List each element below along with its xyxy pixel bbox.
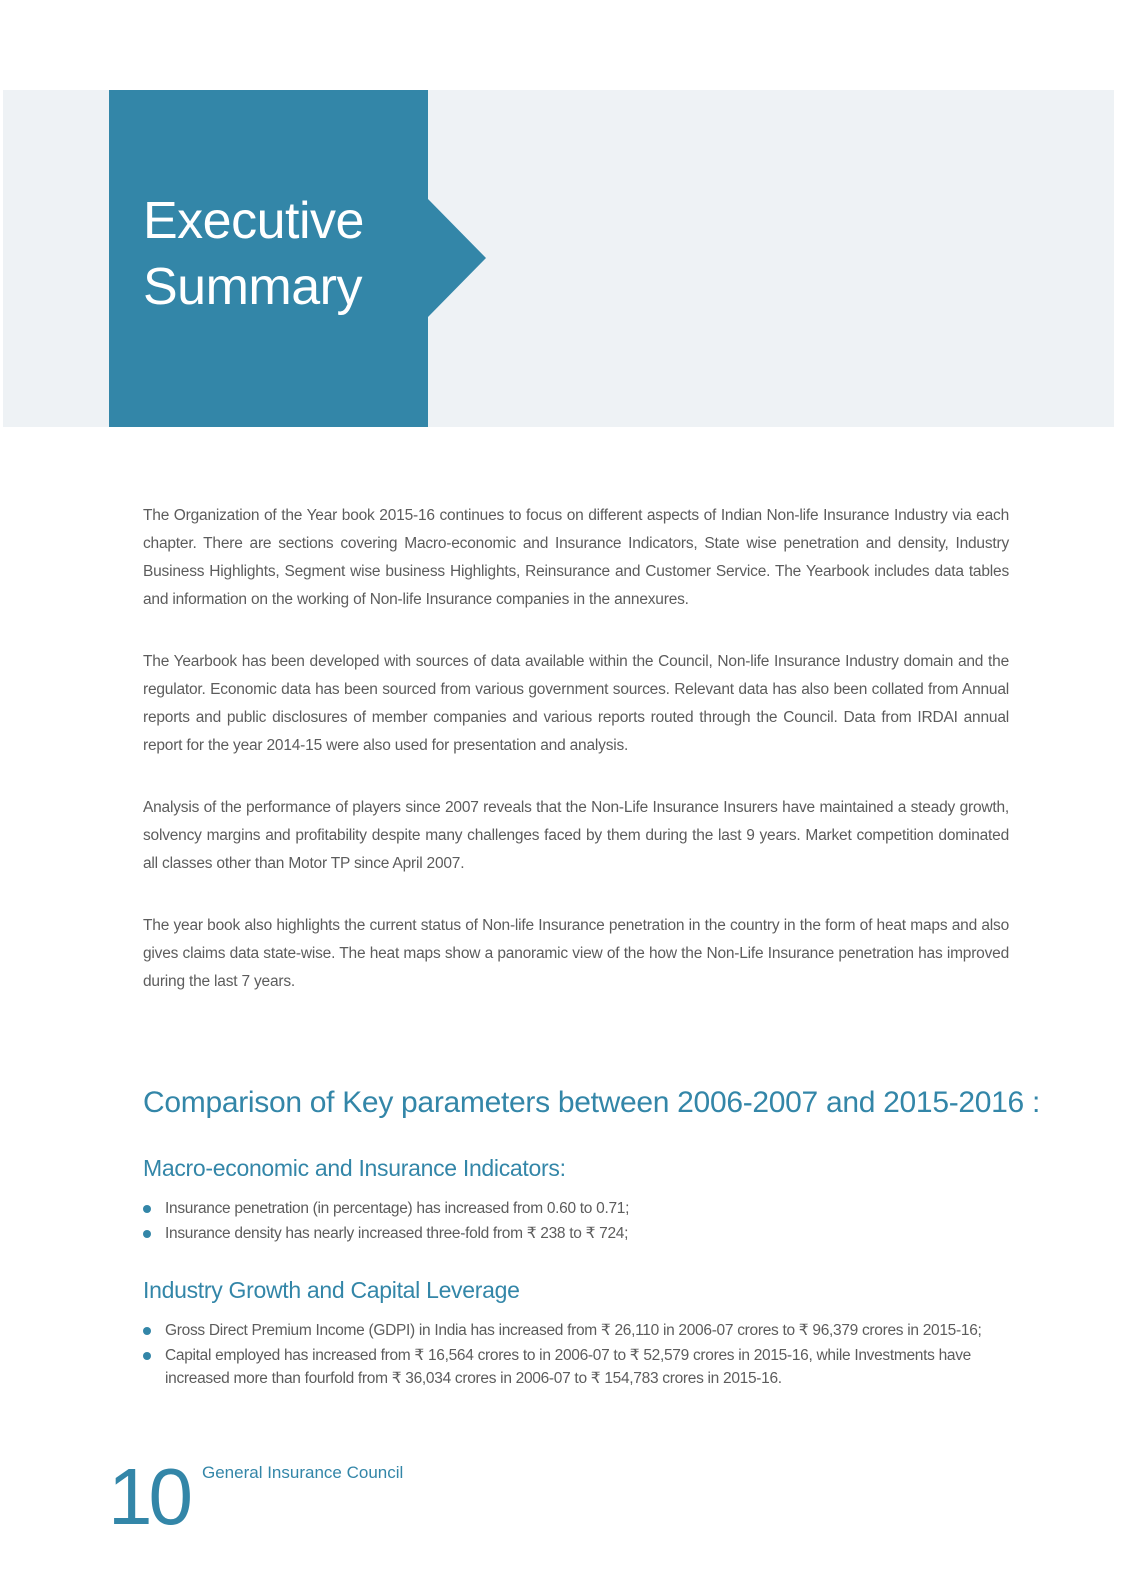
list-item [143,1320,1023,1343]
page-title [143,188,423,320]
list-item-text: Gross Direct Premium Income (GDPI) in India has increased from ₹ 26,110 in 2006-07 crores to ₹ 96,379 crores in 2015-16; [165,1322,982,1339]
intro-paragraph: The Organization of the Year book 2015-16 continues to focus on different aspects of Indian Non-life Insurance Industry via each chapter. There are sections covering Macro-economic and Insurance Indicators, State wise penetration and density, Industry Business Highlights, Segment wise business Highlights, Reinsurance and Customer Service. The Yearbook includes data tables and information on the working of Non-life Insurance companies in the annexures. [143,507,1009,608]
bullet-dot-icon [143,1205,151,1213]
list-item [143,1198,1023,1221]
bullet-dot-icon [143,1352,151,1360]
footer-organization-name: General Insurance Council [202,1463,404,1482]
comparison-title: Comparison of Key parameters between 2006-2007 and 2015-2016 : [143,1086,1041,1119]
intro-section [143,502,1009,1030]
list-item-text: Insurance penetration (in percentage) has increased from 0.60 to 0.71; [165,1200,630,1217]
list-item [143,1223,1023,1246]
intro-paragraph: Analysis of the performance of players since 2007 reveals that the Non-Life Insurance Insurers have maintained a steady growth, solvency margins and profitability despite many challenges faced by them during the last 9 years. Market competition dominated all classes other than Motor TP since April 2007. [143,799,1009,872]
list-item-text: Insurance density has nearly increased three-fold from ₹ 238 to ₹ 724; [165,1225,629,1242]
bullet-dot-icon [143,1230,151,1238]
intro-paragraph: The Yearbook has been developed with sources of data available within the Council, Non-life Insurance Industry domain and the regulator. Economic data has been sourced from various government sources. Relevant data has also been collated from Annual reports and public disclosures of member companies and various reports routed through the Council. Data from IRDAI annual report for the year 2014-15 were also used for presentation and analysis. [143,653,1009,754]
industry-growth-heading: Industry Growth and Capital Leverage [143,1277,520,1303]
list-item [143,1345,1023,1390]
list-item-text: Capital employed has increased from ₹ 16,564 crores to in 2006-07 to ₹ 52,579 crores in 2015-16, while Investments have increased more than fourfold from ₹ 36,034 crores in 2006-07 to ₹ 154,783 crores in 2015-16. [165,1347,971,1387]
page-number: 10 [108,1452,189,1541]
bullet-dot-icon [143,1327,151,1335]
page-title-line-1: Executive [143,192,364,250]
title-arrow-shape [428,199,486,317]
macro-indicators-heading: Macro-economic and Insurance Indicators: [143,1155,566,1181]
industry-growth-list [143,1320,1023,1393]
macro-indicators-list [143,1198,1023,1248]
page-title-line-2: Summary [143,258,362,316]
intro-paragraph: The year book also highlights the current status of Non-life Insurance penetration in the country in the form of heat maps and also gives claims data state-wise. The heat maps show a panoramic view of the how the Non-Life Insurance penetration has improved during the last 7 years. [143,917,1009,990]
